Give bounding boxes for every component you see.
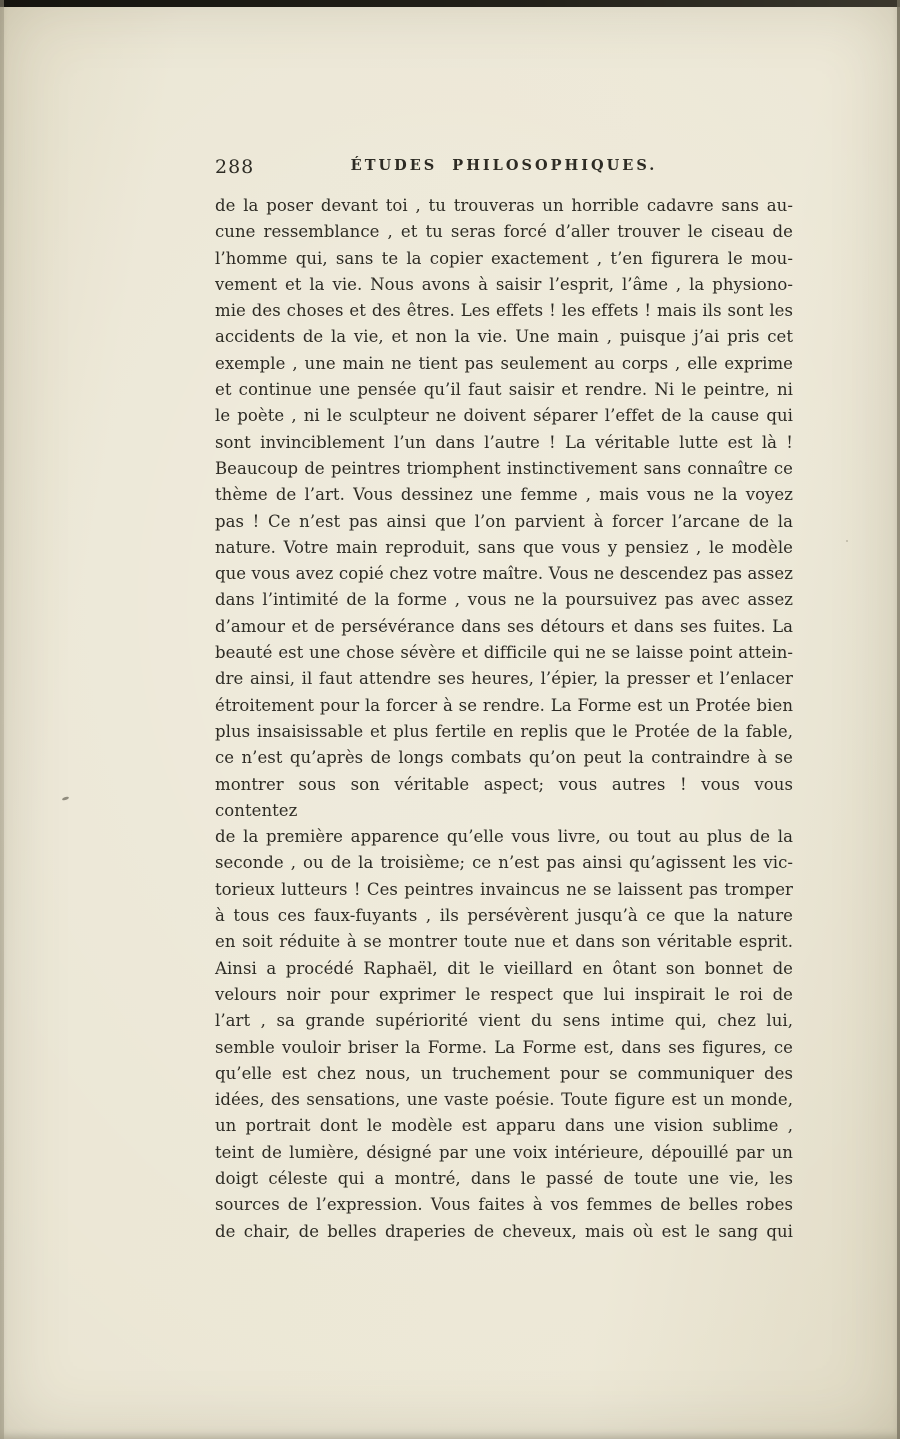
text-line: plus insaisissable et plus fertile en replis que le Protée de la fable, [215, 721, 793, 741]
running-title: ÉTUDES PHILOSOPHIQUES. [350, 157, 658, 174]
text-line: idées, des sensations, une vaste poésie. Toute figure est un monde, [215, 1090, 793, 1110]
text-line: l’art , sa grande supériorité vient du sens intime qui, chez lui, [215, 1011, 793, 1031]
scan-edge-top [0, 0, 900, 7]
text-line: accidents de la vie, et non la vie. Une main , puisque j’ai pris cet [215, 327, 793, 347]
text-line: cune ressemblance , et tu seras forcé d’aller trouver le ciseau de [215, 222, 793, 242]
text-line: semble vouloir briser la Forme. La Forme est, dans ses figures, ce [215, 1037, 793, 1057]
text-line: thème de l’art. Vous dessinez une femme , mais vous ne la voyez [215, 485, 793, 505]
page [215, 150, 793, 1245]
text-line: le poète , ni le sculpteur ne doivent séparer l’effet de la cause qui [215, 406, 793, 426]
text-line: montrer sous son véritable aspect; vous autres ! vous vous contentez [215, 774, 793, 820]
text-line: en soit réduite à se montrer toute nue et dans son véritable esprit. [215, 932, 793, 952]
text-line: de chair, de belles draperies de cheveux, mais où est le sang qui [215, 1221, 793, 1241]
text-line: que vous avez copié chez votre maître. Vous ne descendez pas assez [215, 564, 793, 584]
paper-speck [846, 540, 848, 542]
text-line: nature. Votre main reproduit, sans que vous y pensiez , le modèle [215, 537, 793, 557]
text-line: Beaucoup de peintres triomphent instinctivement sans connaître ce [215, 458, 793, 478]
paper-speck [62, 796, 70, 801]
text-line: qu’elle est chez nous, un truchement pour se communiquer des [215, 1063, 793, 1083]
text-line: ce n’est qu’après de longs combats qu’on peut la contraindre à se [215, 748, 793, 768]
text-line: beauté est une chose sévère et difficile qui ne se laisse point attein- [215, 643, 793, 663]
text-line: exemple , une main ne tient pas seulement au corps , elle exprime [215, 353, 793, 373]
text-line: teint de lumière, désigné par une voix intérieure, dépouillé par un [215, 1142, 793, 1162]
text-line: étroitement pour la forcer à se rendre. La Forme est un Protée bien [215, 695, 793, 715]
text-line: seconde , ou de la troisième; ce n’est pas ainsi qu’agissent les vic- [215, 853, 793, 873]
text-line: d’amour et de persévérance dans ses détours et dans ses fuites. La [215, 616, 793, 636]
text-line: pas ! Ce n’est pas ainsi que l’on parvient à forcer l’arcane de la [215, 511, 793, 531]
text-line: vement et la vie. Nous avons à saisir l’esprit, l’âme , la physiono- [215, 274, 793, 294]
text-line: velours noir pour exprimer le respect que lui inspirait le roi de [215, 984, 793, 1004]
page-header [215, 150, 793, 180]
body-text [215, 193, 793, 1245]
text-line: mie des choses et des êtres. Les effets ! les effets ! mais ils sont les [215, 301, 793, 321]
text-line: torieux lutteurs ! Ces peintres invaincus ne se laissent pas tromper [215, 879, 793, 899]
text-line: à tous ces faux-fuyants , ils persévèrent jusqu’à ce que la nature [215, 906, 793, 926]
text-line: un portrait dont le modèle est apparu dans une vision sublime , [215, 1116, 793, 1136]
text-line: sources de l’expression. Vous faites à vos femmes de belles robes [215, 1195, 793, 1215]
text-line: sont invinciblement l’un dans l’autre ! La véritable lutte est là ! [215, 432, 793, 452]
text-line: de la première apparence qu’elle vous livre, ou tout au plus de la [215, 827, 793, 847]
text-line: et continue une pensée qu’il faut saisir et rendre. Ni le peintre, ni [215, 380, 793, 400]
text-line: Ainsi a procédé Raphaël, dit le vieillard en ôtant son bonnet de [215, 958, 793, 978]
text-line: de la poser devant toi , tu trouveras un horrible cadavre sans au- [215, 196, 793, 215]
text-line: l’homme qui, sans te la copier exactement , t’en figurera le mou- [215, 248, 793, 268]
text-line: dre ainsi, il faut attendre ses heures, l’épier, la presser et l’enlacer [215, 669, 793, 689]
scan-edge-left [0, 0, 4, 1439]
text-line: doigt céleste qui a montré, dans le passé de toute une vie, les [215, 1168, 793, 1188]
page-number: 288 [215, 156, 255, 178]
text-line: dans l’intimité de la forme , vous ne la poursuivez pas avec assez [215, 590, 793, 610]
